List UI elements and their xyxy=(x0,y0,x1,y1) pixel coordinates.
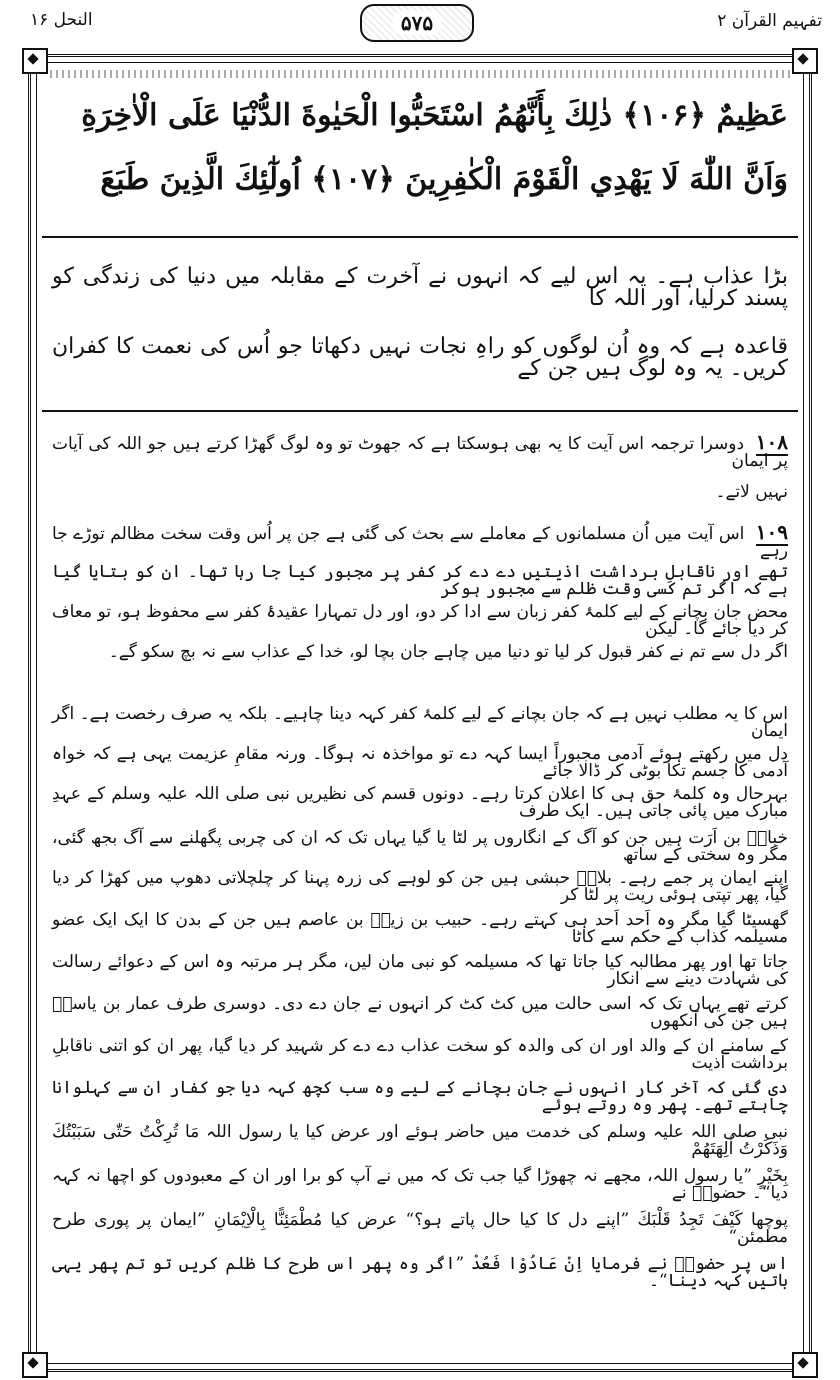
surah-name: النحل ۱۶ xyxy=(30,10,93,30)
footnote-108 xyxy=(52,432,788,470)
commentary-line: جاتا تھا اور پھر مطالبہ کیا جاتا تھا کہ مسیلمہ کو نبی مان لیں، مگر ہر مرتبہ وہ اس کے دعوائے رسالت کی شہادت دینے سے انکار xyxy=(52,952,788,989)
commentary-line: خبابؓ بن اَرَت ہیں جن کو آگ کے انگاروں پر لٹا یا گیا یہاں تک کہ ان کی چربی پگھلنے سے آگ بجھ گئی، مگر وہ سختی کے ساتھ xyxy=(52,828,788,865)
corner-ornament-icon xyxy=(792,48,818,74)
commentary-line: کے سامنے ان کے والد اور ان کی والدہ کو سخت عذاب دے دے کر شہید کر دیا گیا، پھر ان کو اتنی ناقابلِ برداشت اذیت xyxy=(52,1036,788,1073)
page-number-badge xyxy=(360,4,474,42)
commentary-line: دی گئی کہ آخر کار انہوں نے جان بچانے کے لیے وہ سب کچھ کہہ دیا جو کفار ان سے کہلوانا چاہتے تھے۔ پھر وہ روتے ہوئے xyxy=(52,1078,788,1115)
translation-line: بڑا عذاب ہے۔ یہ اس لیے کہ انہوں نے آخرت کے مقابلہ میں دنیا کی زندگی کو پسند کرلیا، اور اللہ کا xyxy=(52,264,788,311)
commentary-line: اگر دل سے تم نے کفر قبول کر لیا تو دنیا میں چاہے جان بچا لو، خدا کے عذاب سے نہ بچ سکو گے۔ xyxy=(108,642,788,662)
arabic-verse-line: وَاَنَّ اللّٰهَ لَا يَهْدِي الْقَوْمَ الْكٰفِرِينَ ﴿۱۰۷﴾ اُولٰٓئِكَ الَّذِينَ طَبَعَ xyxy=(100,162,788,197)
commentary-line xyxy=(52,522,788,560)
commentary-line: دل میں رکھتے ہوئے آدمی مجبوراً ایسا کہہ دے تو مواخذہ نہ ہوگا۔ ورنہ مقامِ عزیمت یہی ہے کہ خواہ آدمی کا جسم تکا بوٹی کر ڈالا جائے xyxy=(52,744,788,781)
commentary-line: اس کا یہ مطلب نہیں ہے کہ جان بچانے کے لیے کلمۂ کفر کہہ دینا چاہیے۔ بلکہ یہ صرف رخصت ہے۔ اگر ایمان xyxy=(52,704,788,741)
commentary-line: اپنے ایمان پر جمے رہے۔ بلالؓ حبشی ہیں جن کو لوہے کی زرہ پہنا کر چلچلاتی دھوپ میں کھڑا کر دیا گیا، پھر تپتی ہوئی ریت پر لٹا کر xyxy=(52,868,788,905)
corner-ornament-icon xyxy=(22,1352,48,1378)
divider xyxy=(42,236,798,238)
book-title: تفہیم القرآن ۲ xyxy=(717,11,822,31)
commentary-line: گھسیٹا گیا مگر وہ اَحد اَحد ہی کہتے رہے۔ حبیب بن زیدؓ بن عاصم ہیں جن کے بدن کا ایک ایک عضو مسیلمہ کذاب کے حکم سے کاٹا xyxy=(52,910,788,947)
corner-ornament-icon xyxy=(792,1352,818,1378)
commentary-text: اس آیت میں اُن مسلمانوں کے معاملے سے بحث کی گئی ہے جن پر اُس وقت سخت مظالم توڑے جا رہے xyxy=(52,524,788,561)
page-number: ۵۷۵ xyxy=(393,11,441,35)
border-ornament xyxy=(50,70,790,78)
page-header xyxy=(0,0,840,46)
arabic-verse-line: عَظِيمٌ ﴿۱۰۶﴾ ذٰلِكَ بِأَنَّهُمُ اسْتَحَبُّوا الْحَيٰوةَ الدُّنْيَا عَلَى الْاٰخِرَةِ xyxy=(81,98,788,133)
footnote-text: دوسرا ترجمہ اس آیت کا یہ بھی ہوسکتا ہے کہ جھوٹ تو وہ لوگ گھڑا کرتے ہیں جو اللہ کی آیات پر ایمان xyxy=(52,434,788,471)
commentary-line: کرتے تھے یہاں تک کہ اسی حالت میں کٹ کٹ کر انہوں نے جان دے دی۔ دوسری طرف عمار بن یاسرؓ ہیں جن کی آنکھوں xyxy=(52,994,788,1031)
commentary-line: پوچھا كَيْفَ تَجِدُ قَلْبَكَ ”اپنے دل کا کیا حال پاتے ہو؟“ عرض کیا مُطْمَئِنًّا بِالْاِيْمَانِ ”ایمان پر پوری طرح مطمئن“ xyxy=(52,1210,788,1247)
corner-ornament-icon xyxy=(22,48,48,74)
commentary-line: تھے اور ناقابلِ برداشت اذیتیں دے دے کر کفر پر مجبور کیا جا رہا تھا۔ ان کو بتایا گیا ہے کہ اگر تم کسی وقت ظلم سے مجبور ہوکر xyxy=(52,562,788,599)
commentary-line: اس پر حضورؐ نے فرمایا اِنْ عَادُوْا فَعُدْ ”اگر وہ پھر اس طرح کا ظلم کریں تو تم پھر یہی باتیں کہہ دینا“۔ xyxy=(52,1254,788,1291)
footnote-number: ۱۰۸ xyxy=(755,430,788,454)
commentary-line: بِخَيْرٍ ”یا رسول اللہ، مجھے نہ چھوڑا گیا جب تک کہ میں نے آپ کو برا اور ان کے معبودوں کو اچھا نہ کہہ دیا“۔ حضورؐ نے xyxy=(52,1166,788,1203)
commentary-line: بہرحال وہ کلمۂ حق ہی کا اعلان کرتا رہے۔ دونوں قسم کی نظیریں نبی صلی اللہ علیہ وسلم کے عہدِ مبارک میں پائی جاتی ہیں۔ ایک طرف xyxy=(52,784,788,821)
translation-line: قاعدہ ہے کہ وہ اُن لوگوں کو راہِ نجات نہیں دکھاتا جو اُس کی نعمت کا کفران کریں۔ یہ وہ لوگ ہیں جن کے xyxy=(52,334,788,381)
divider xyxy=(42,410,798,412)
footnote-number: ۱۰۹ xyxy=(755,520,788,544)
commentary-line: نبی صلی اللہ علیہ وسلم کی خدمت میں حاضر ہوئے اور عرض کیا یا رسول اللہ مَا تُرِكْتُ حَتّٰى سَبَبْتُكَ وَذَكَرْتُ اٰلِهَتَهُمْ xyxy=(52,1122,788,1159)
footnote-text: نہیں لاتے۔ xyxy=(715,482,788,502)
commentary-line: محض جان بچانے کے لیے کلمۂ کفر زبان سے ادا کر دو، اور دل تمہارا عقیدۂ کفر سے محفوظ ہو، تو معاف کر دیا جائے گا۔ لیکن xyxy=(52,602,788,639)
